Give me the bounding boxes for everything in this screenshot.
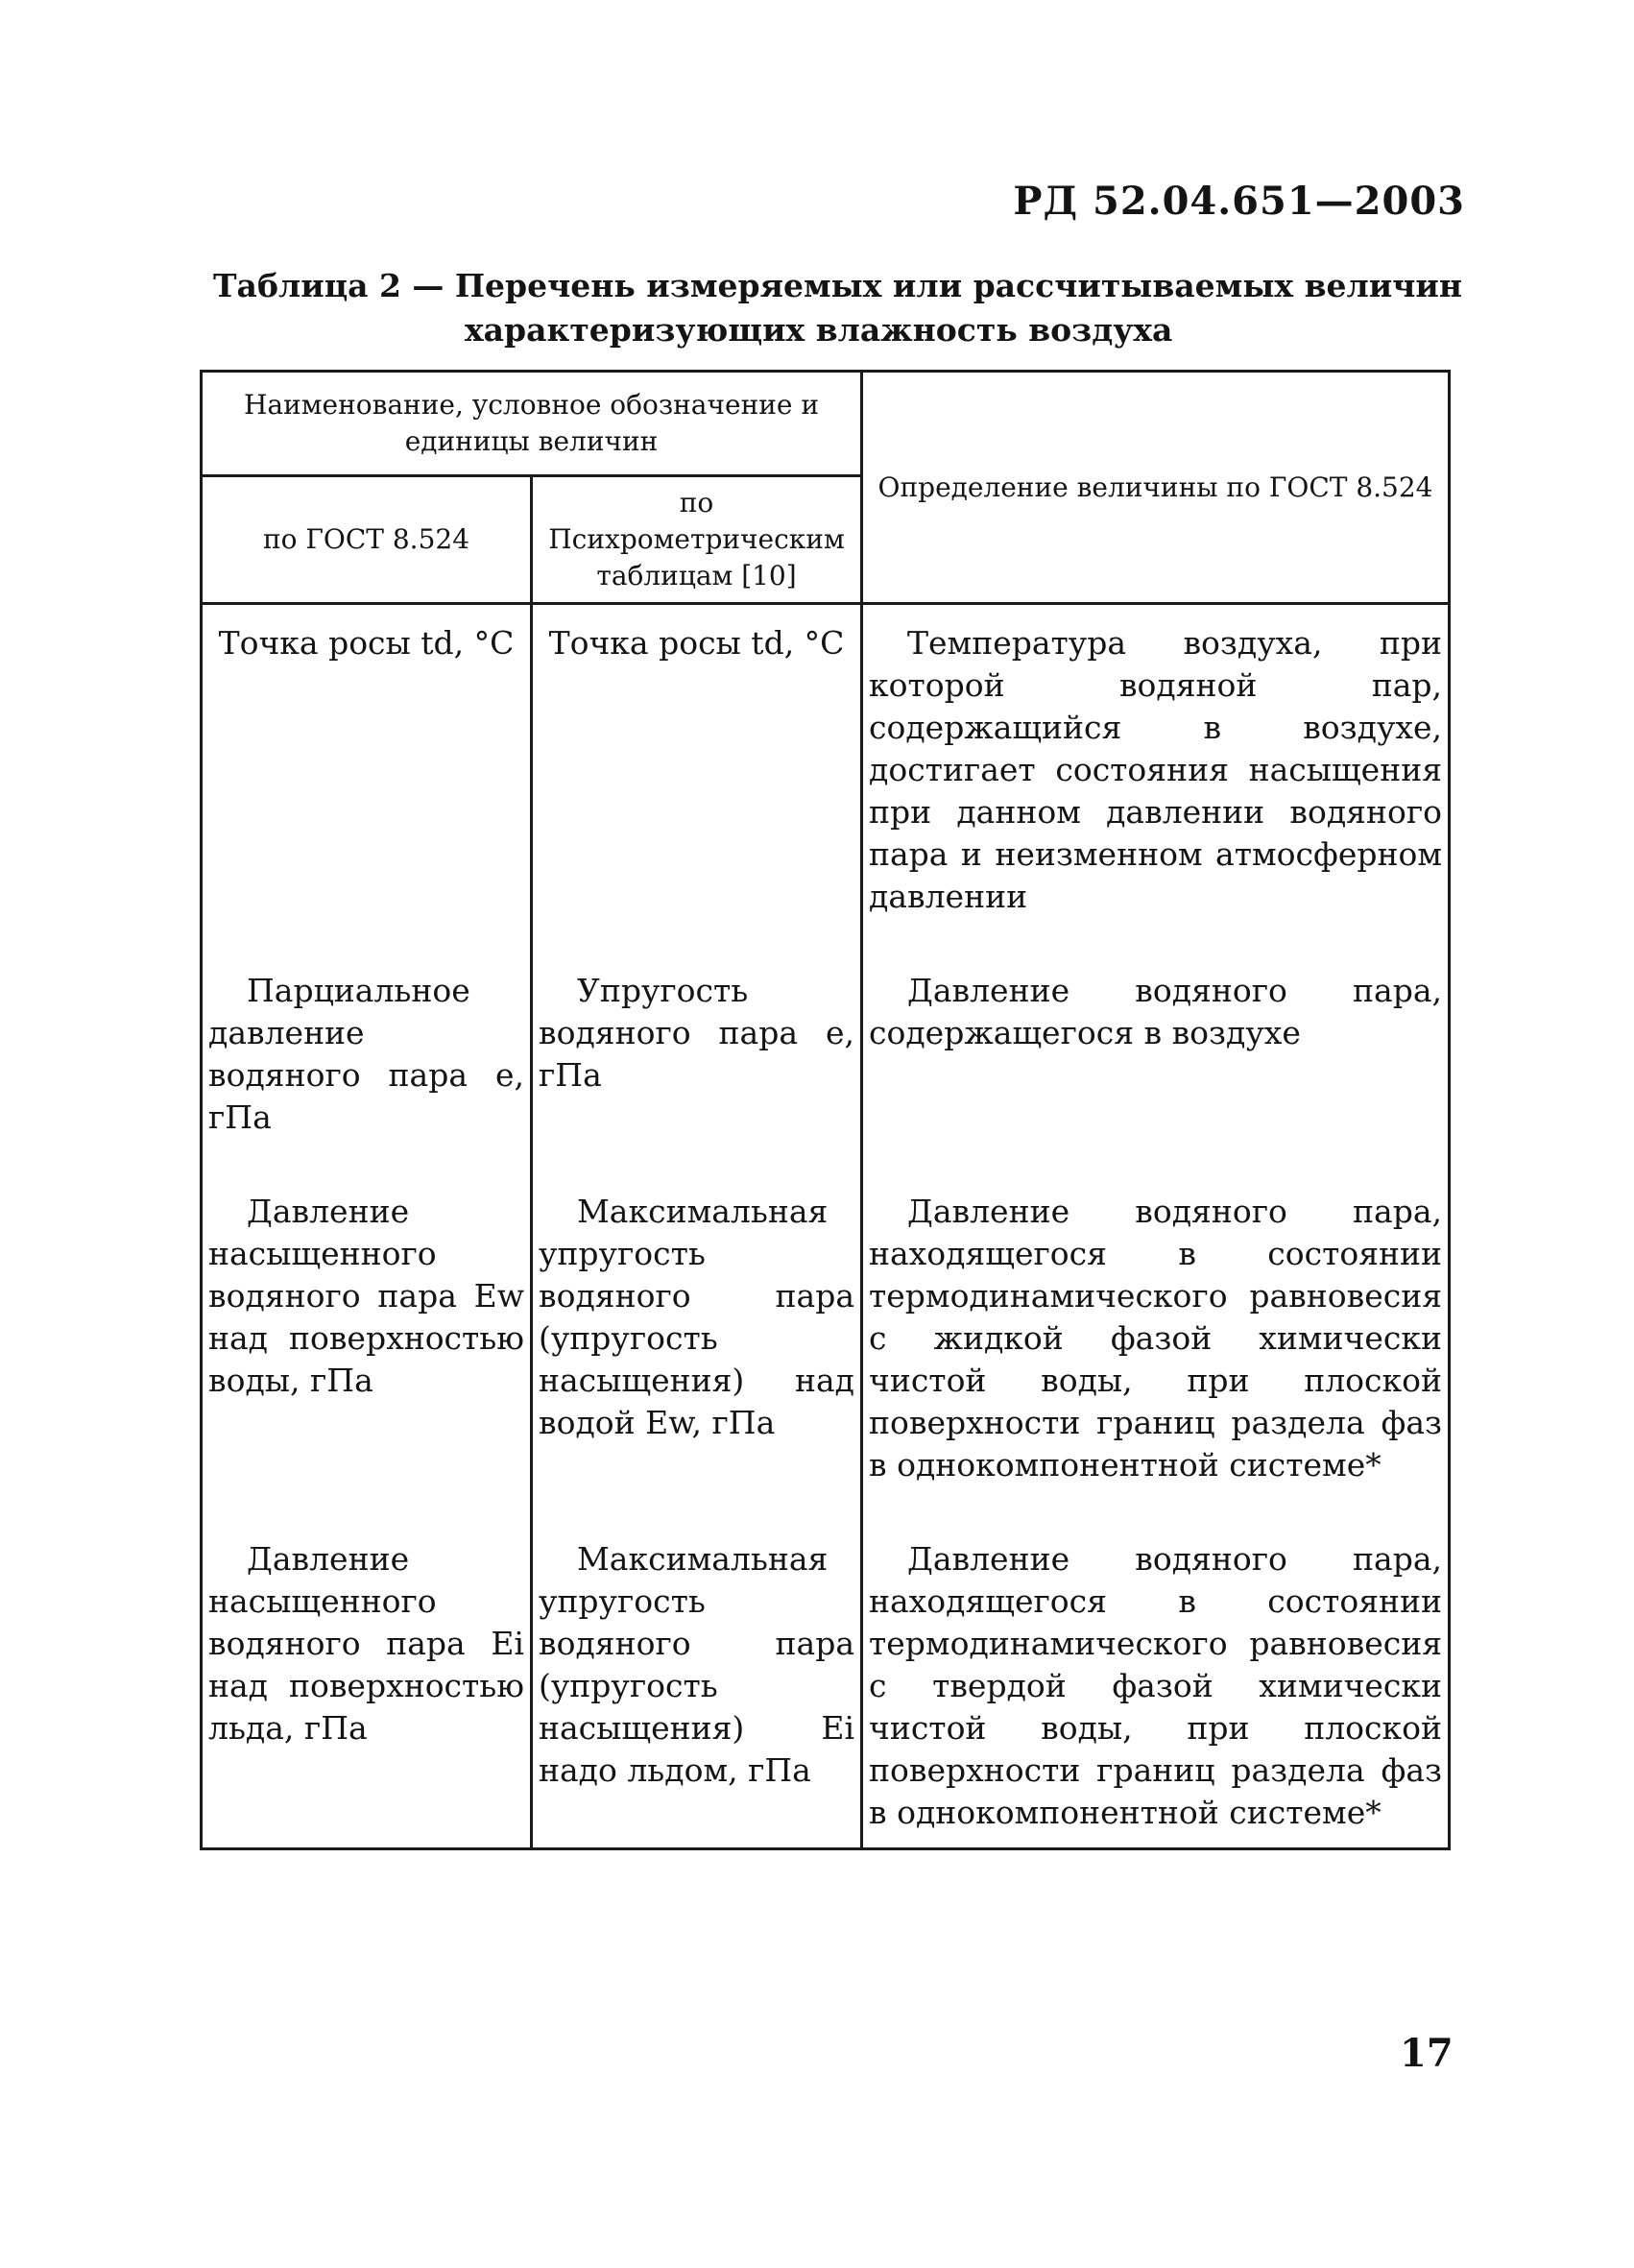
cell-gost: Давление насыщенного водяного пара Ei над поверхностью льда, гПа [202,1521,532,1849]
cell-psychrometric: Максимальная упругость водяного пара (упругость насыщения) над водой Ew, гПа [532,1173,862,1521]
header-group-name: Наименование, условное обозначение и единицы величин [202,372,862,476]
cell-definition: Давление водяного пара, находящегося в состоянии термодинамического равновесия с твердой фазой химически чистой воды, при плоской поверхности границ раздела фаз в однокомпонентной системе* [862,1521,1450,1849]
table-caption [213,264,1490,352]
cell-definition: Температура воздуха, при которой водяной пар, содержащийся в воздухе, достигает состояния насыщения при данном давлении водяного пара и неизменном атмосферном давлении [862,604,1450,953]
table-row [202,604,1450,953]
cell-psychrometric: Упругость водяного пара е, гПа [532,953,862,1173]
table-caption-line-2: характеризующих влажность воздуха [465,311,1173,349]
cell-psychrometric: Максимальная упругость водяного пара (упругость насыщения) Ei надо льдом, гПа [532,1521,862,1849]
quantities-table [200,370,1451,1850]
cell-gost: Давление насыщенного водяного пара Ew над поверхностью воды, гПа [202,1173,532,1521]
table-row [202,1521,1450,1849]
table-caption-line-1: Таблица 2 — Перечень измеряемых или рассчитываемых величин [213,267,1463,304]
page-number: 17 [1400,2031,1454,2076]
document-code: РД 52.04.651—2003 [1013,179,1465,224]
cell-gost: Точка росы td, °C [202,604,532,953]
table-row [202,1173,1450,1521]
header-definition: Определение величины по ГОСТ 8.524 [862,372,1450,604]
table-row [202,953,1450,1173]
header-psychrometric: по Психрометрическим таблицам [10] [532,476,862,604]
cell-gost: Парциальное давление водяного пара е, гПа [202,953,532,1173]
cell-psychrometric: Точка росы td, °C [532,604,862,953]
header-gost: по ГОСТ 8.524 [202,476,532,604]
cell-definition: Давление водяного пара, находящегося в состоянии термодинамического равновесия с жидкой фазой химически чистой воды, при плоской поверхности границ раздела фаз в однокомпонентной системе* [862,1173,1450,1521]
cell-definition: Давление водяного пара, содержащегося в воздухе [862,953,1450,1173]
